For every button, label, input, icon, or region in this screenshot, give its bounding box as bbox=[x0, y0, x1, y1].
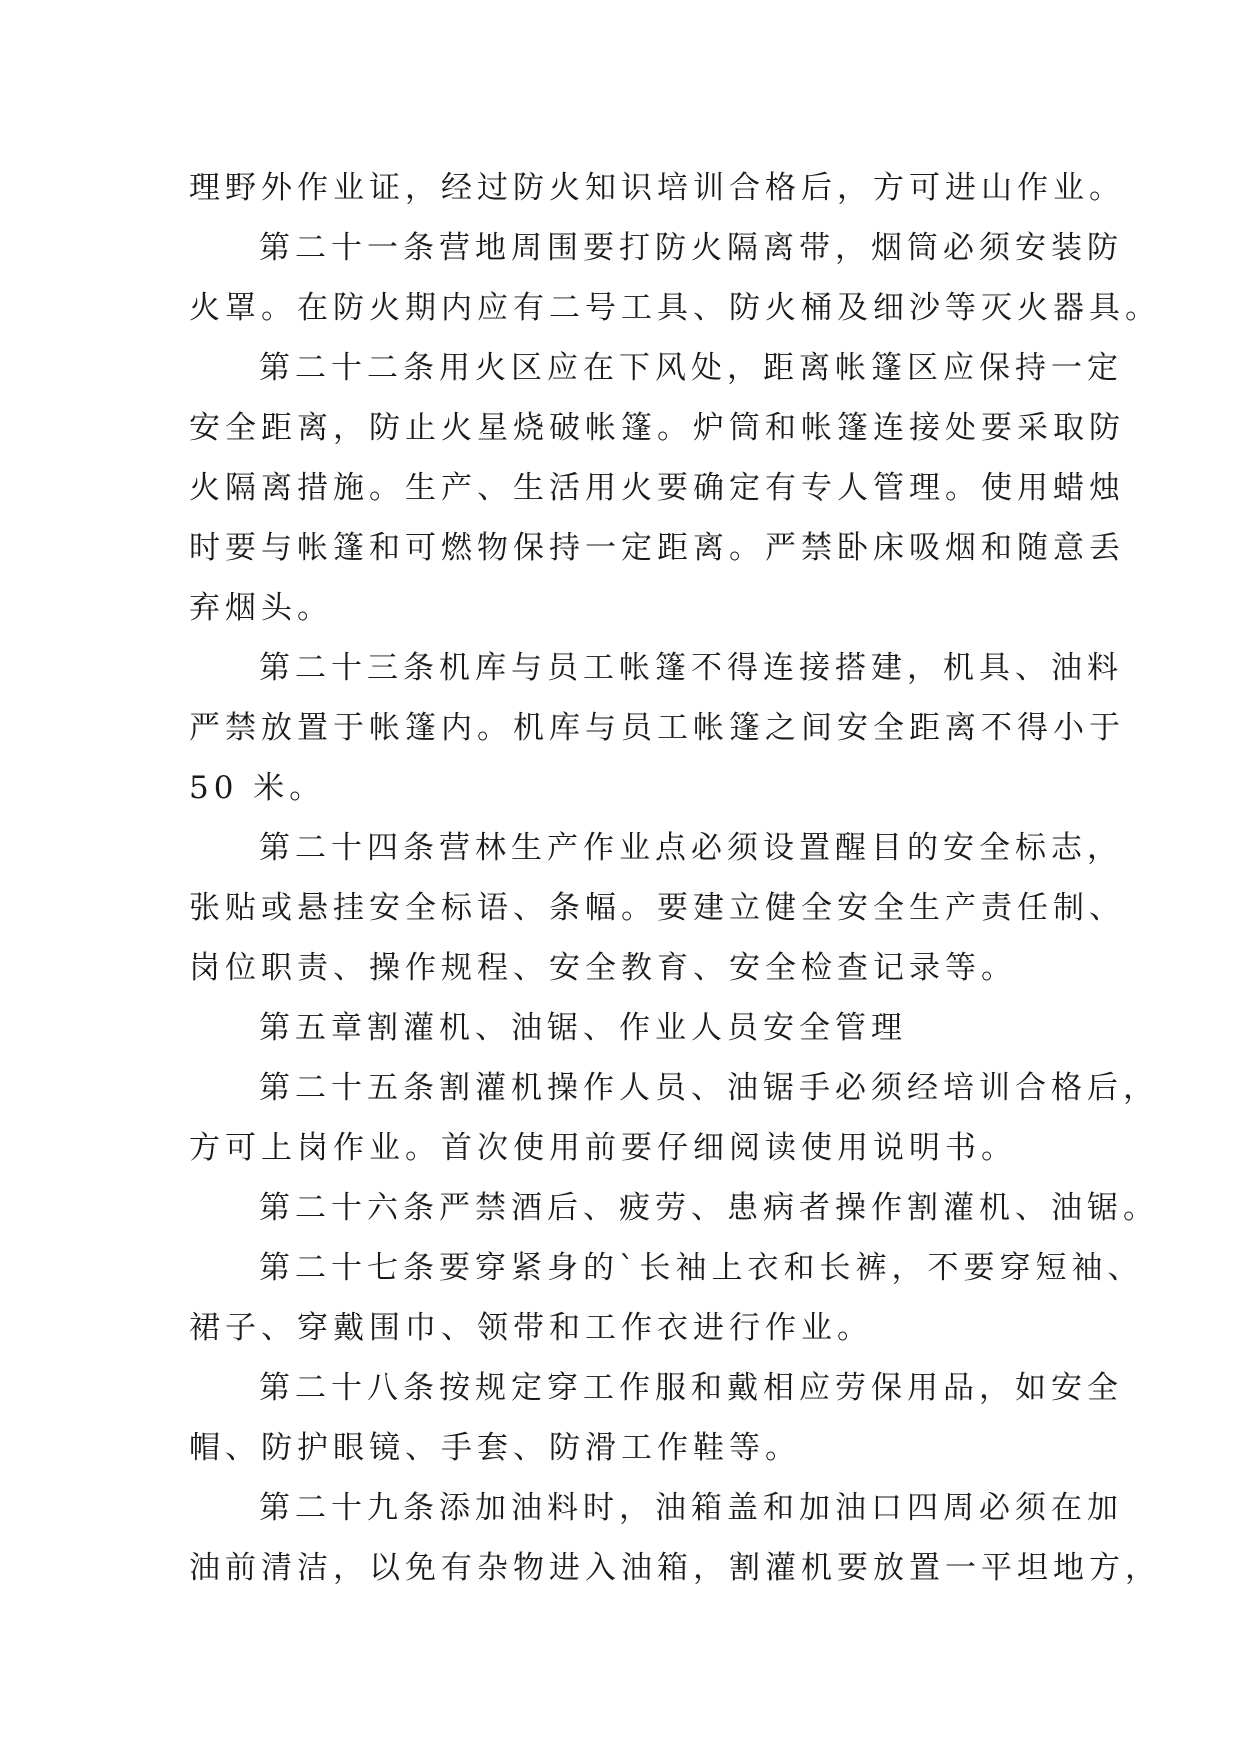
text-line: 方可上岗作业。首次使用前要仔细阅读使用说明书。 bbox=[189, 1130, 1017, 1166]
text-line: 第二十一条营地周围要打防火隔离带，烟筒必须安装防 bbox=[259, 230, 1123, 266]
text-line: 岗位职责、操作规程、安全教育、安全检查记录等。 bbox=[189, 950, 1017, 986]
chapter-heading: 第五章割灌机、油锯、作业人员安全管理 bbox=[259, 1010, 907, 1046]
text-line: 第二十九条添加油料时，油箱盖和加油口四周必须在加 bbox=[259, 1490, 1123, 1526]
text-line: 第二十五条割灌机操作人员、油锯手必须经培训合格后， bbox=[259, 1070, 1159, 1106]
text-line: 张贴或悬挂安全标语、条幅。要建立健全安全生产责任制、 bbox=[189, 890, 1125, 926]
text-line: 第二十二条用火区应在下风处，距离帐篷区应保持一定 bbox=[259, 350, 1123, 386]
text-line: 安全距离，防止火星烧破帐篷。炉筒和帐篷连接处要采取防 bbox=[189, 410, 1125, 446]
text-line: 弃烟头。 bbox=[189, 590, 333, 626]
text-line: 第二十四条营林生产作业点必须设置醒目的安全标志， bbox=[259, 830, 1123, 866]
text-line: 裙子、穿戴围巾、领带和工作衣进行作业。 bbox=[189, 1310, 873, 1346]
text-line: 第二十八条按规定穿工作服和戴相应劳保用品，如安全 bbox=[259, 1370, 1123, 1406]
text-line: 第二十六条严禁酒后、疲劳、患病者操作割灌机、油锯。 bbox=[259, 1190, 1159, 1226]
text-line: 严禁放置于帐篷内。机库与员工帐篷之间安全距离不得小于 bbox=[189, 710, 1125, 746]
text-line: 50 米。 bbox=[189, 770, 326, 806]
text-line: 时要与帐篷和可燃物保持一定距离。严禁卧床吸烟和随意丢 bbox=[189, 530, 1125, 566]
text-line: 第二十三条机库与员工帐篷不得连接搭建，机具、油料 bbox=[259, 650, 1123, 686]
text-line: 第二十七条要穿紧身的`长袖上衣和长裤，不要穿短袖、 bbox=[259, 1250, 1144, 1286]
document-body bbox=[189, 158, 1161, 1598]
text-line: 火罩。在防火期内应有二号工具、防火桶及细沙等灭火器具。 bbox=[189, 290, 1161, 326]
text-line: 理野外作业证，经过防火知识培训合格后，方可进山作业。 bbox=[189, 170, 1125, 206]
text-line: 油前清洁，以免有杂物进入油箱，割灌机要放置一平坦地方， bbox=[189, 1550, 1161, 1586]
text-line: 火隔离措施。生产、生活用火要确定有专人管理。使用蜡烛 bbox=[189, 470, 1125, 506]
text-line: 帽、防护眼镜、手套、防滑工作鞋等。 bbox=[189, 1430, 801, 1466]
